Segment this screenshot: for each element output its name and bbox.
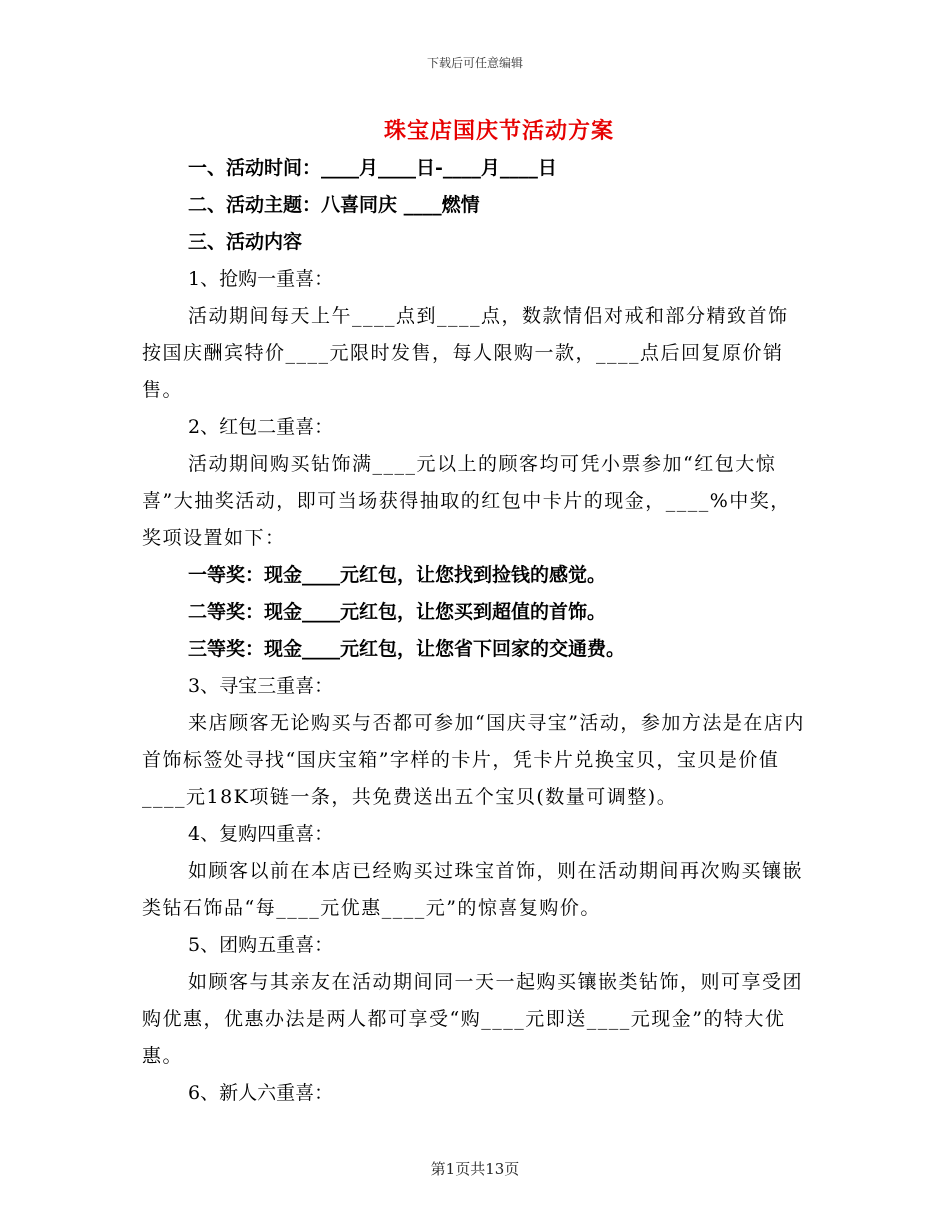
item-heading-2: 2、红包二重喜： [188,416,334,438]
item-text-4: 如顾客以前在本店已经购买过珠宝首饰，则在活动期间再次购买镶嵌类钻石饰品“每____元优惠____元”的惊喜复购价。 [142,860,804,919]
item-heading-4: 4、复购四重喜： [188,823,334,845]
document-body [142,150,808,1112]
page-footer: 第1页共13页 [430,1160,520,1178]
document-title: 珠宝店国庆节活动方案 [383,118,614,144]
item-text-3: 来店顾客无论购买与否都可参加“国庆寻宝”活动，参加方法是在店内首饰标签处寻找“国庆宝箱”字样的卡片，凭卡片兑换宝贝，宝贝是价值____元18K项链一条，共免费送出五个宝贝(数量可调整)。 [142,712,805,808]
item-text-5: 如顾客与其亲友在活动期间同一天一起购买镶嵌类钻饰，则可享受团购优惠，优惠办法是两人都可享受“购____元即送____元现金”的特大优惠。 [142,971,804,1067]
header-note: 下载后可任意编辑 [426,56,523,70]
item-heading-5: 5、团购五重喜： [188,934,334,956]
item-heading-6: 6、新人六重喜： [188,1082,334,1104]
item-heading-1: 1、抢购一重喜： [188,268,334,290]
section-activity-content: 三、活动内容 [188,231,303,253]
item-text-1: 活动期间每天上午____点到____点，数款情侣对戒和部分精致首饰按国庆酬宾特价____元限时发售，每人限购一款，____点后回复原价销售。 [142,305,789,401]
section-activity-theme: 二、活动主题：八喜同庆 ____燃情 [188,194,480,216]
prize-second: 二等奖：现金____元红包，让您买到超值的首饰。 [188,601,607,623]
prize-first: 一等奖：现金____元红包，让您找到捡钱的感觉。 [188,564,607,586]
prize-third: 三等奖：现金____元红包，让您省下回家的交通费。 [188,638,626,660]
item-heading-3: 3、寻宝三重喜： [188,675,334,697]
section-activity-time: 一、活动时间：____月____日-____月____日 [188,157,557,179]
item-text-2: 活动期间购买钻饰满____元以上的顾客均可凭小票参加“红包大惊喜”大抽奖活动，即可当场获得抽取的红包中卡片的现金，____%中奖，奖项设置如下： [142,453,791,549]
